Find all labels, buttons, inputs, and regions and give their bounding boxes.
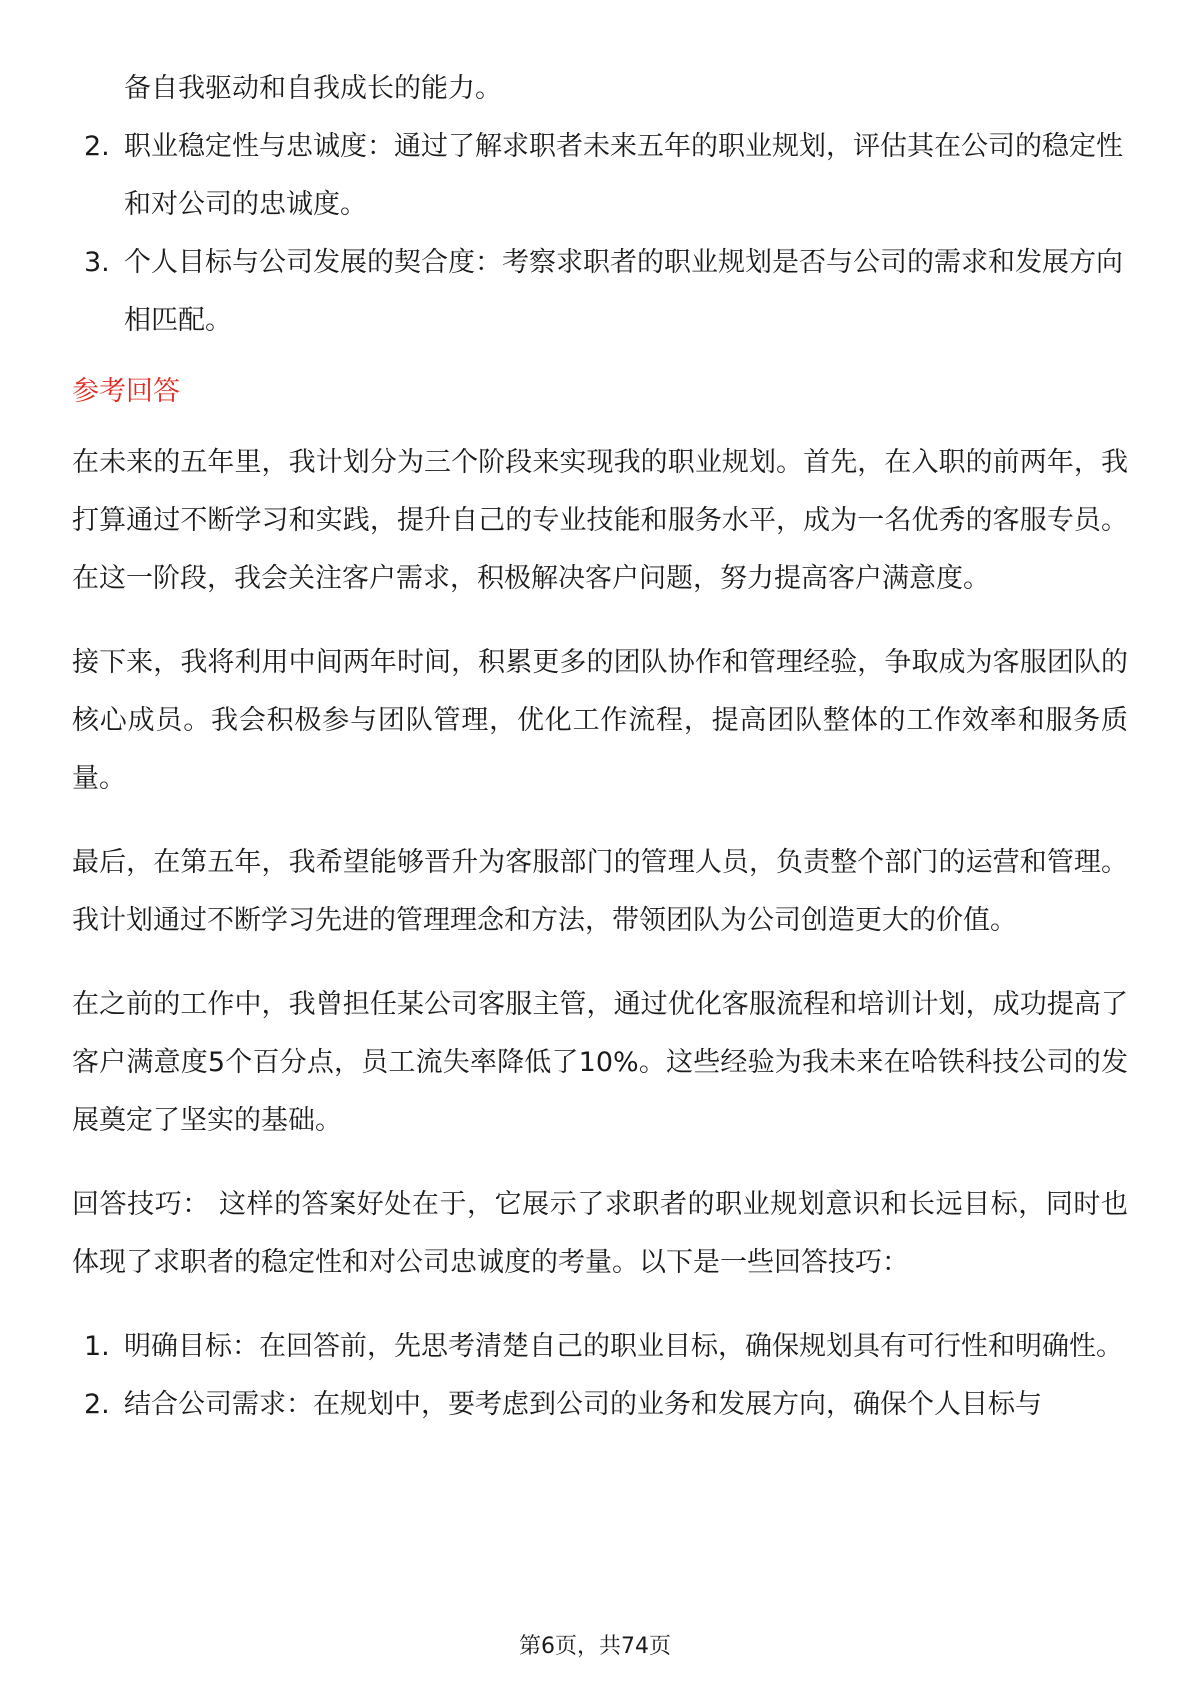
list-item-text: 结合公司需求：在规划中，要考虑到公司的业务和发展方向，确保个人目标与 [124,1389,1042,1420]
answer-tips-intro: 回答技巧： 这样的答案好处在于，它展示了求职者的职业规划意识和长远目标，同时也体现了求职者的稳定性和对公司忠诚度的考量。以下是一些回答技巧： [72,1189,1128,1278]
page-content [72,60,1128,1434]
list-item [72,118,1128,234]
list-item [72,1376,1128,1434]
list-item [72,234,1128,350]
paragraph: 在之前的工作中，我曾担任某公司客服主管，通过优化客服流程和培训计划，成功提高了客户满意度5个百分点，员工流失率降低了10%。这些经验为我未来在哈铁科技公司的发展奠定了坚实的基础。 [72,989,1128,1136]
evaluation-points-list [72,118,1128,350]
list-number: 1. [84,1331,110,1362]
paragraph: 在未来的五年里，我计划分为三个阶段来实现我的职业规划。首先，在入职的前两年，我打算通过不断学习和实践，提升自己的专业技能和服务水平，成为一名优秀的客服专员。在这一阶段，我会关注客户需求，积极解决客户问题，努力提高客户满意度。 [72,447,1128,594]
list-item [72,1318,1128,1376]
list-item-text: 职业稳定性与忠诚度：通过了解求职者未来五年的职业规划，评估其在公司的稳定性和对公司的忠诚度。 [124,131,1123,220]
list-number: 3. [84,247,110,278]
section-heading: 参考回答 [72,376,180,407]
paragraph: 最后，在第五年，我希望能够晋升为客服部门的管理人员，负责整个部门的运营和管理。我计划通过不断学习先进的管理理念和方法，带领团队为公司创造更大的价值。 [72,847,1128,936]
list-number: 2. [84,131,110,162]
tips-list [72,1318,1128,1434]
list-item-text: 个人目标与公司发展的契合度：考察求职者的职业规划是否与公司的需求和发展方向相匹配。 [124,247,1123,336]
list-item-text: 明确目标：在回答前，先思考清楚自己的职业目标，确保规划具有可行性和明确性。 [124,1331,1123,1362]
continued-list-text: 备自我驱动和自我成长的能力。 [124,73,502,104]
page-number-footer: 第6页，共74页 [519,1634,671,1659]
list-number: 2. [84,1389,110,1420]
paragraph: 接下来，我将利用中间两年时间，积累更多的团队协作和管理经验，争取成为客服团队的核心成员。我会积极参与团队管理，优化工作流程，提高团队整体的工作效率和服务质量。 [72,647,1128,794]
